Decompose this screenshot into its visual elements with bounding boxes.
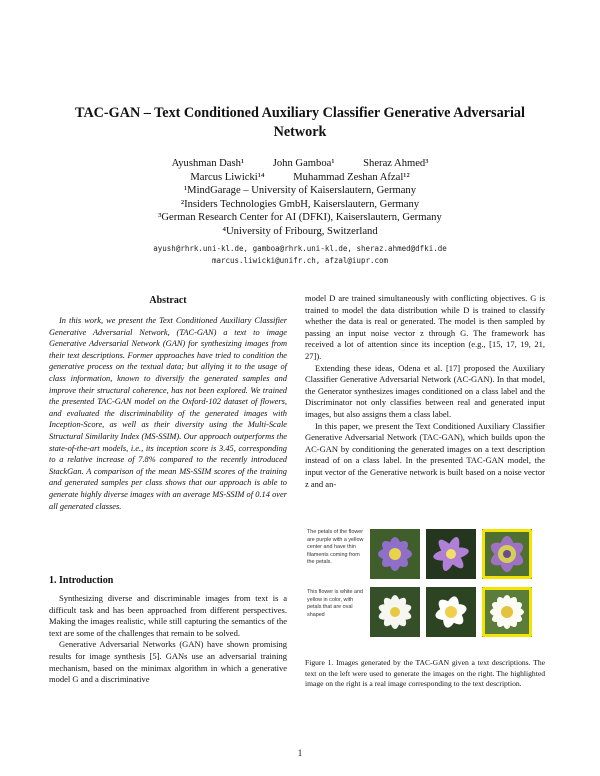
email-block — [60, 243, 540, 267]
arxiv-id — [0, 222, 1, 547]
real-flower-image — [482, 529, 532, 579]
generated-flower-image — [426, 529, 476, 579]
figure-text-description: The petals of the flower are purple with a yellow center and have thin filaments coming from the petals. — [307, 529, 364, 566]
generated-flower-image — [370, 529, 420, 579]
author-name: Sheraz Ahmed³ — [363, 158, 429, 169]
affiliation: ²Insiders Technologies GmbH, Kaiserslautern, Germany — [180, 198, 420, 210]
paragraph: Extending these ideas, Odena et al. [17] proposed the Auxiliary Classifier Generative Adversarial Network (AC-GAN). In that model, the Generator synthesizes images conditioned on a class label and the Discriminator not only classifies between real and generated input images, but also assigns them a class label. — [305, 362, 545, 419]
author-name: Ayushman Dash¹ — [171, 158, 245, 169]
author-name: Marcus Liwicki¹⁴ — [190, 171, 265, 183]
page-number: 1 — [297, 748, 303, 758]
affiliation: ¹MindGarage – University of Kaiserslautern, Germany — [183, 185, 417, 197]
affiliation: ³German Research Center for AI (DFKI), Kaiserslautern, Germany — [158, 212, 442, 224]
generated-flower-image — [426, 587, 476, 637]
arxiv-stamp-graphic — [4, 200, 36, 570]
right-column-text — [305, 293, 545, 490]
author-name: John Gamboa¹ — [272, 158, 335, 169]
abstract-body — [49, 315, 287, 512]
introduction-body — [49, 593, 287, 686]
paragraph: Synthesizing diverse and discriminable images from text is a difficult task and has been approached from different perspectives. Making the images realistic, while still capturing the semantics of the text are some of the challenges that remain to be solved. — [49, 593, 287, 638]
paragraph: model D are trained simultaneously with conflicting objectives. G is trained to model the data distribution while D is trained to classify whether the data is real or generated. The model is then sampled by passing an input noise vector z through G. The framework has received a lot of attention since its inception (e.g., [15, 17, 19, 21, 27]). — [305, 293, 545, 361]
paper-title: TAC-GAN – Text Conditioned Auxiliary Classifier Generative Adversarial Network — [75, 105, 525, 140]
email-line: ayush@rhrk.uni-kl.de, gamboa@rhrk.uni-kl.de, sheraz.ahmed@dfki.de — [153, 244, 447, 253]
paragraph: Generative Adversarial Networks (GAN) have shown promising results for image synthesis [5]. GANs use an adversarial training mechanism, based on the minimax algorithm in which a generative model G and a discriminative — [49, 639, 287, 685]
figure-1-caption: Figure 1. Images generated by the TAC-GAN given a text descriptions. The text on the left were used to generate the images on the right. The highlighted image on the right is a real image corresponding to the text description. — [305, 658, 545, 689]
arxiv-stamp — [4, 200, 36, 570]
email-line: marcus.liwicki@unifr.ch, afzal@iupr.com — [211, 256, 389, 265]
author-block — [60, 157, 540, 239]
figure-text-description: This flower is white and yellow in color, with petals that are oval shaped — [307, 589, 364, 618]
real-flower-image — [482, 587, 532, 637]
paragraph: In this paper, we present the Text Conditioned Auxiliary Classifier Generative Adversarial Network (TAC-GAN), which builds upon the AC-GAN by conditioning the generated images on a text description instead of on a class label. In the presented TAC-GAN model, the input vector of the Generative network is built based on a noise vector z and an- — [305, 420, 545, 489]
generated-flower-image — [370, 587, 420, 637]
author-row-1 — [60, 157, 540, 171]
author-row-2 — [60, 171, 540, 185]
section-heading-introduction: 1. Introduction — [49, 575, 114, 586]
abstract-text: In this work, we present the Text Conditioned Auxiliary Classifier Generative Adversarial Network, (TAC-GAN) a text to image Generative Adversarial Network (GAN) for synthesizing images from their text descriptions. Former approaches have tried to condition the generative process on the textual data; but allying it to the usage of class information, known to diversify the generated samples and improve their structural coherence, has not been explored. We trained the presented TAC-GAN model on the Oxford-102 dataset of flowers, and evaluated the discriminability of the generated images with Inception-Score, as well as their diversity using the Multi-Scale Structural Similarity Index (MS-SSIM). Our approach outperforms the state-of-the-art models, i.e., its inception score is 3.45, corresponding to a relative increase of 7.8% compared to the recently introduced StackGan. A comparison of the mean MS-SSIM scores of the training and generated samples per class shows that our approach is able to generate highly diverse images with an average MS-SSIM of 0.14 over all generated classes. — [49, 316, 287, 511]
figure-1 — [305, 525, 545, 655]
abstract-heading: Abstract — [149, 295, 187, 306]
affiliation: ⁴University of Fribourg, Switzerland — [222, 225, 378, 237]
author-name: Muhammad Zeshan Afzal¹² — [293, 171, 410, 183]
